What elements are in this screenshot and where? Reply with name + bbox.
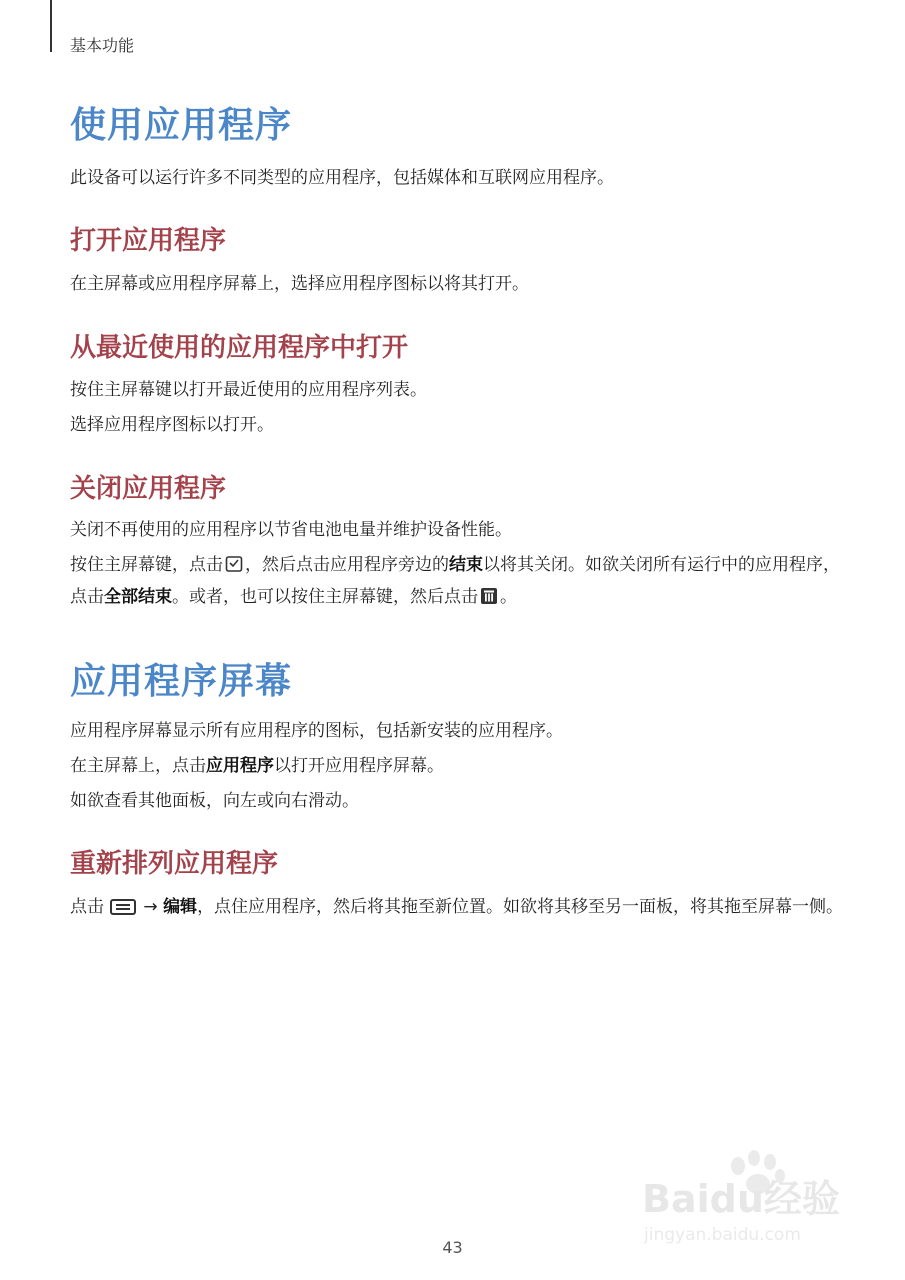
- paragraph-recent-line1: 按住主屏幕键以打开最近使用的应用程序列表。: [70, 380, 427, 400]
- paragraph-apps-screen-line2: [70, 752, 850, 781]
- paragraph-open-apps: 在主屏幕或应用程序屏幕上，选择应用程序图标以将其打开。: [70, 274, 529, 294]
- rearrange-text-a: 点击: [70, 897, 104, 917]
- apps-text-a: 在主屏幕上，点击: [70, 756, 206, 776]
- close-text-d: 。或者，也可以按住主屏幕键，然后点击: [172, 587, 478, 607]
- close-text-e: 。: [500, 587, 517, 607]
- subsection-title-close-apps: 关闭应用程序: [70, 474, 227, 504]
- running-header: 基本功能: [70, 36, 135, 55]
- section-title-apps-screen: 应用程序屏幕: [70, 661, 293, 702]
- close-text-c: 以将其关闭。如欲关闭所有运行中的应用程序，点击: [70, 555, 840, 607]
- paragraph-recent-line2: 选择应用程序图标以打开。: [70, 415, 274, 435]
- arrow-glyph: →: [143, 897, 158, 917]
- close-text-b: ，然后点击应用程序旁边的: [245, 555, 449, 575]
- paragraph-close-instructions: [70, 551, 850, 615]
- apps-text-b: 以打开应用程序屏幕。: [274, 756, 444, 776]
- end-label: 结束: [449, 555, 483, 575]
- section-title-using-apps: 使用应用程序: [70, 105, 293, 146]
- task-manager-icon: [225, 554, 243, 583]
- end-all-label: 全部结束: [104, 587, 172, 607]
- page-number: 43: [442, 1238, 463, 1257]
- paragraph-rearrange: [70, 893, 850, 925]
- subsection-title-rearrange: 重新排列应用程序: [70, 849, 279, 879]
- paragraph-apps-screen-line1: 应用程序屏幕显示所有应用程序的图标，包括新安装的应用程序。: [70, 721, 563, 741]
- trash-icon: [480, 586, 498, 615]
- rearrange-text-b: ，点住应用程序，然后将其拖至新位置。如欲将其移至另一面板，将其拖至屏幕一侧。: [197, 897, 844, 917]
- baidu-watermark: [640, 1140, 855, 1250]
- subsection-title-open-apps: 打开应用程序: [70, 226, 227, 256]
- section-intro: 此设备可以运行许多不同类型的应用程序，包括媒体和互联网应用程序。: [70, 168, 614, 188]
- paragraph-close-line1: 关闭不再使用的应用程序以节省电池电量并维护设备性能。: [70, 520, 512, 540]
- page-edge-line: [50, 0, 52, 52]
- subsection-title-open-recent: 从最近使用的应用程序中打开: [70, 333, 409, 363]
- edit-label: 编辑: [163, 897, 198, 917]
- paragraph-apps-screen-line3: 如欲查看其他面板，向左或向右滑动。: [70, 791, 359, 811]
- svg-text:Baidu经验: Baidu经验: [642, 1177, 840, 1221]
- close-text-a: 按住主屏幕键，点击: [70, 555, 223, 575]
- apps-label: 应用程序: [206, 756, 274, 776]
- menu-icon: [110, 896, 136, 925]
- svg-text:jingyan.baidu.com: jingyan.baidu.com: [644, 1225, 801, 1245]
